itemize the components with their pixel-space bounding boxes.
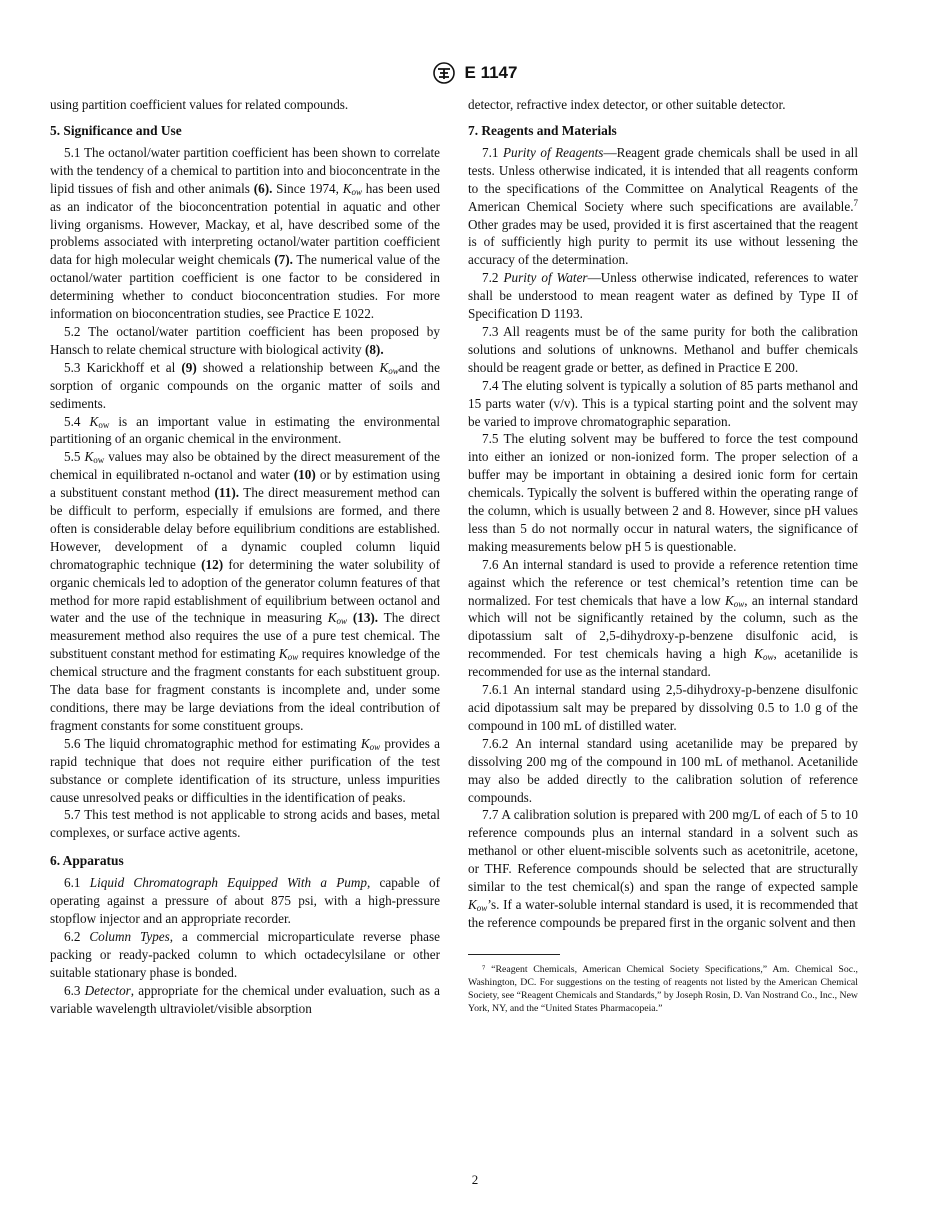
left-column <box>50 96 440 1018</box>
paragraph-7-1: 7.1 Purity of Reagents—Reagent grade chemicals shall be used in all tests. Unless otherwise indicated, it is intended that all reagents conform to the specifications of the Committee on Analytical Reagents of the American Chemical Society where such specifications are available.$^7$ Other grades may be used, provided it is first ascertained that the reagent is of sufficiently high purity to permit its use without lessening the accuracy of the determination. <box>468 144 859 268</box>
footnote-ref: 7 <box>853 197 858 208</box>
paragraph-7-6: 7.6 An internal standard is used to provide a reference retention time against which the reference or test chemical’s retention time can be normalized. For test chemicals that have a low $K_{ow}$, an internal standard which will not be significantly retained by the column, such as the dipotassium salt of 2,5-dihydroxy-p-benzene disulfonic acid, is recommended. For test chemicals having a high $K_{ow}$, acetanilide is recommended for use as the internal standard. <box>468 556 859 680</box>
paragraph-5-1: 5.1 The octanol/water partition coefficient has been shown to correlate with the tendency of a chemical to partition into and bioconcentrate in the lipid tissues of fish and other animals (6). Since 1974, $K_{ow}$ has been used as an indicator of the bioconcentration potential in aquatic and other living organisms. However, Mackay, et al, have described some of the problems associated with interpreting octanol/water partition coefficient data for high molecular weight chemicals (7). The numerical value of the octanol/water partition coefficient is one factor to be considered in determining whether to conduct bioconcentration studies. For more information on bioconcentration studies, see Practice E 1022. <box>50 144 440 322</box>
paragraph-5-5: 5.5 $K_{ow}$ values may also be obtained by the direct measurement of the chemical in equilibrated n-octanol and water (10) or by estimation using a substituent constant method (11). The direct measurement method can be difficult to perform, especially if emulsions are formed, and there often is considerable delay before equilibrium conditions are established. However, development of a dynamic coupled column liquid chromatographic technique (12) for determining the water solubility of organic chemicals led to adoption of the generator column features of that method for more rapid establishment of equilibrium between octanol and water and the use of the technique in measuring $K_{ow}$ (13). The direct measurement method also requires the use of a pure test chemical. The substituent constant method for estimating $K_{ow}$ requires knowledge of the chemical structure and the fragment constants for each substituent group. The data base for fragment constants is incomplete and, under some conditions, there may be large deviations from the ideal contribution of fragment constants for some constituent groups. <box>50 449 441 733</box>
section-heading: 6. Apparatus <box>50 853 124 869</box>
paragraph-5-4: 5.4 $K_{ow}$ is an important value in estimating the environmental partitioning of an organic chemical in the environment. <box>50 413 441 447</box>
paragraph-6-1: 6.1 Liquid Chromatograph Equipped With a Pump, capable of operating against a pressure of about 875 psi, with a high-pressure stopflow injector and an appropriate recorder. <box>50 875 441 927</box>
paragraph: using partition coefficient values for related compounds. <box>50 97 349 112</box>
paragraph-7-4: 7.4 The eluting solvent is typically a solution of 85 parts methanol and 15 parts water (v/v). This is a typical starting point and the solvent may be varied to improve chromatographic separation. <box>468 377 858 429</box>
paragraph-7-3: 7.3 All reagents must be of the same purity for both the calibration solutions and solutions of unknowns. Methanol and buffer chemicals should be reagent grade or better, as defined in Practice E 200. <box>468 323 858 375</box>
page-header <box>0 62 950 84</box>
section-heading: 5. Significance and Use <box>50 122 182 138</box>
page-number: 2 <box>471 1172 479 1187</box>
footnote-divider <box>468 954 560 955</box>
paragraph-7-7: 7.7 A calibration solution is prepared with 200 mg/L of each of 5 to 10 reference compounds plus an internal standard in a solvent such as methanol or other eluent-miscible solvents such as acetonitrile, acetone, or THF. Reference compounds should be selected that are structurally similar to the test chemical(s) and span the range of expected sample $K_{ow}’s$. If a water-soluble internal standard is used, it is recommended that the reference compounds be prepared first in the organic solvent and then <box>468 807 858 930</box>
paragraph-7-6-1: 7.6.1 An internal standard using 2,5-dihydroxy-p-benzene disulfonic acid dipotassium salt may be prepared by dissolving 0.5 to 1.0 g of the compound in 100 mL of distilled water. <box>468 682 858 733</box>
paragraph-5-6: 5.6 The liquid chromatographic method for estimating $K_{ow}$ provides a rapid technique that does not require either purification of the test substance or complete identification of its structure, unless impurities cause unresolved peaks or difficulties in the identification of peaks. <box>50 735 440 805</box>
paragraph: detector, refractive index detector, or other suitable detector. <box>468 97 786 112</box>
paragraph-5-7: 5.7 This test method is not applicable to strong acids and bases, metal complexes, or surface active agents. <box>50 807 440 841</box>
astm-logo-icon <box>433 62 455 84</box>
paragraph-6-2: 6.2 Column Types, a commercial microparticulate reverse phase packing or ready-packed column to which octadecylsilane or other suitable stationary phase is bonded. <box>50 928 440 980</box>
paragraph-7-6-2: 7.6.2 An internal standard using acetanilide may be prepared by dissolving 200 mg of the compound in 100 mL of methanol. Acetanilide may also be added directly to the calibration solution of reference compounds. <box>468 735 858 805</box>
paragraph-6-3: 6.3 Detector, appropriate for the chemical under evaluation, such as a variable wavelength ultraviolet/visible absorption <box>50 982 440 1016</box>
paragraph-5-2: 5.2 The octanol/water partition coefficient has been proposed by Hansch to relate chemical structure with biological activity (8). <box>50 323 440 357</box>
paragraph-7-2: 7.2 Purity of Water—Unless otherwise indicated, references to water shall be understood to mean reagent water as defined by Type II of Specification D 1193. <box>468 270 858 322</box>
paragraph-7-5: 7.5 The eluting solvent may be buffered to force the test compound into either an ionized or non-ionized form. The proper selection of a buffer may be important in obtaining a desired ionic form for certain chemicals. Typically the solvent is buffered within the operating range of the column, which is usually between 2 and 8. However, since pH values less than 5 do not normally occur in natural waters, the significance of making measurements below pH 5 is questionable. <box>468 431 858 554</box>
section-heading: 7. Reagents and Materials <box>468 122 617 138</box>
paragraph-5-3: 5.3 Karickhoff et al (9) showed a relationship between $K_{ow}and$ the sorption of organic compounds on the organic matter of soils and sediments. <box>50 359 440 411</box>
right-column <box>468 96 858 1015</box>
footnote-7: ⁷ “Reagent Chemicals, American Chemical Society Specifications,” Am. Chemical Soc., Washington, DC. For suggestions on the testing of reagents not listed by the American Chemical Society, see “Reagent Chemicals and Standards,” by Joseph Rosin, D. Van Nostrand Co., Inc., New York, NY, and the “United States Pharmacopeia.” <box>468 963 858 1015</box>
standard-designation: E 1147 <box>464 63 518 82</box>
